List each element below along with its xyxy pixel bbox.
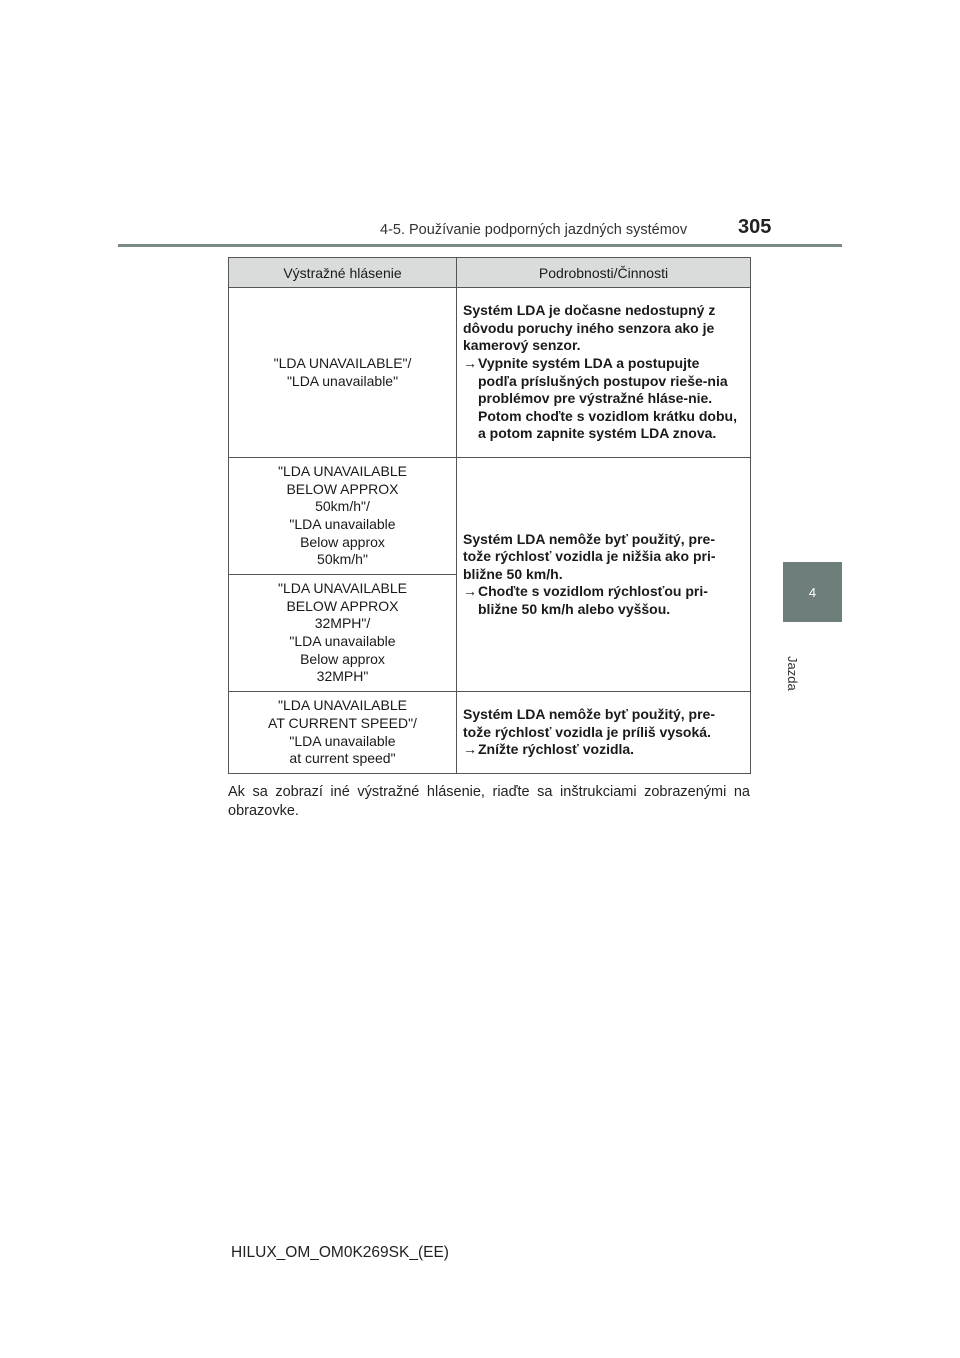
action-line [463, 355, 742, 443]
details-cell [457, 458, 751, 692]
page-number: 305 [738, 216, 772, 238]
chapter-tab [783, 562, 842, 622]
warning-messages-table [228, 257, 751, 774]
arrow-icon: → [463, 354, 477, 371]
chapter-number: 4 [808, 584, 817, 600]
column-header-details: Podrobnosti/Činnosti [457, 258, 751, 288]
detail-text: Systém LDA nemôže byť použitý, pre-tože rýchlosť vozidla je príliš vysoká. [463, 706, 716, 740]
details-cell [457, 288, 751, 458]
action-line [463, 583, 742, 618]
detail-text: Systém LDA je dočasne nedostupný z dôvodu poruchy iného senzora ako je kamerový senzor. [463, 302, 716, 354]
warning-message-cell: "LDA UNAVAILABLE"/ "LDA unavailable" [229, 288, 457, 458]
action-text: Vypnite systém LDA a postupujte podľa príslušných postupov rieše-nia problémov pre výstražné hláse-nie. Potom choďte s vozidlom krátku dobu, a potom zapnite systém LDA znova. [478, 354, 737, 442]
table-header-row [229, 258, 751, 288]
footnote: Ak sa zobrazí iné výstražné hlásenie, riaďte sa inštrukciami zobrazenými na obrazovke. [228, 784, 750, 819]
detail-text: Systém LDA nemôže byť použitý, pre-tože rýchlosť vozidla je nižšia ako pri-bližne 50 km/h. [463, 530, 716, 582]
action-text: Choďte s vozidlom rýchlosťou pri-bližne 50 km/h alebo vyššou. [478, 583, 708, 617]
action-text: Znížte rýchlosť vozidla. [478, 741, 635, 758]
table-row [229, 458, 751, 575]
arrow-icon: → [463, 583, 477, 600]
warning-message-cell: "LDA UNAVAILABLE AT CURRENT SPEED"/ "LDA unavailable at current speed" [229, 692, 457, 774]
action-line [463, 741, 742, 759]
section-title: 4-5. Používanie podporných jazdných systémov [380, 222, 688, 238]
warning-message-cell: "LDA UNAVAILABLE BELOW APPROX 32MPH"/ "LDA unavailable Below approx 32MPH" [229, 575, 457, 692]
arrow-icon: → [463, 741, 477, 758]
chapter-name: Jazda [785, 656, 800, 691]
table-row [229, 692, 751, 774]
document-code: HILUX_OM_OM0K269SK_(EE) [231, 1244, 449, 1261]
column-header-message: Výstražné hlásenie [229, 258, 457, 288]
table-row [229, 288, 751, 458]
warning-message-cell: "LDA UNAVAILABLE BELOW APPROX 50km/h"/ "LDA unavailable Below approx 50km/h" [229, 458, 457, 575]
header-divider [118, 244, 842, 247]
details-cell [457, 692, 751, 774]
